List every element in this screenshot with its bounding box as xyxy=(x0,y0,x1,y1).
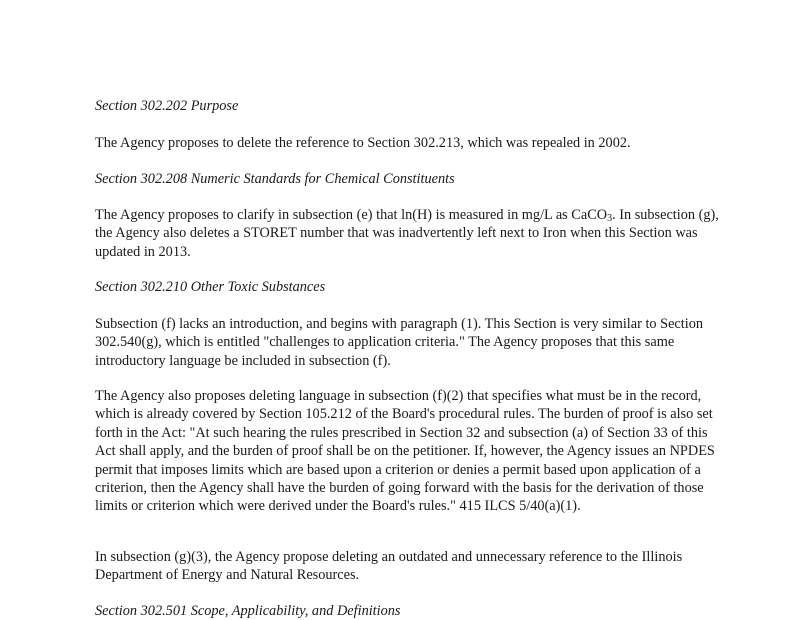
paragraph-302-210-g3: In subsection (g)(3), the Agency propose deleting an outdated and unnecessary reference to the Illinois Department of Energy and Natural Resources. xyxy=(95,549,683,584)
section-heading-302-208: Section 302.208 Numeric Standards for Chemical Constituents xyxy=(95,171,455,187)
paragraph-302-208-part-2: . In subsection (g), the Agency also deletes a STORET number that was inadvertently left next to Iron when this Section was updated in 2013. xyxy=(95,207,719,260)
paragraph-302-210-burden: The Agency also proposes deleting language in subsection (f)(2) that specifies what must be in the record, which is already covered by Section 105.212 of the Board's procedural rules. The burden of proof is also set forth in the Act: "At such hearing the rules prescribed in Section 32 and subsection (a) of Section 33 of this Act shall apply, and the burden of proof shall be on the petitioner. If, however, the Agency issues an NPDES permit that imposes limits which are based upon a criterion or denies a permit based upon application of a criterion, then the Agency shall have the burden of going forward with the basis for the derivation of those limits or criterion which were derived under the Board's rules." 415 ILCS 5/40(a)(1). xyxy=(95,388,715,515)
section-heading-302-202: Section 302.202 Purpose xyxy=(95,98,239,114)
paragraph-302-208-part-1: The Agency proposes to clarify in subsection (e) that ln(H) is measured in mg/L as CaCO xyxy=(95,207,608,223)
section-heading-302-210: Section 302.210 Other Toxic Substances xyxy=(95,279,326,295)
section-heading-302-501: Section 302.501 Scope, Applicability, and Definitions xyxy=(95,603,401,619)
paragraph-302-208 xyxy=(95,206,720,261)
paragraph-302-202: The Agency proposes to delete the reference to Section 302.213, which was repealed in 2002. xyxy=(95,135,631,151)
paragraph-302-210-intro: Subsection (f) lacks an introduction, and begins with paragraph (1). This Section is very similar to Section 302.540(g), which is entitled "challenges to application criteria." The Agency proposes that this same introductory language be included in subsection (f). xyxy=(95,316,704,369)
subscript-3: 3 xyxy=(607,213,613,224)
